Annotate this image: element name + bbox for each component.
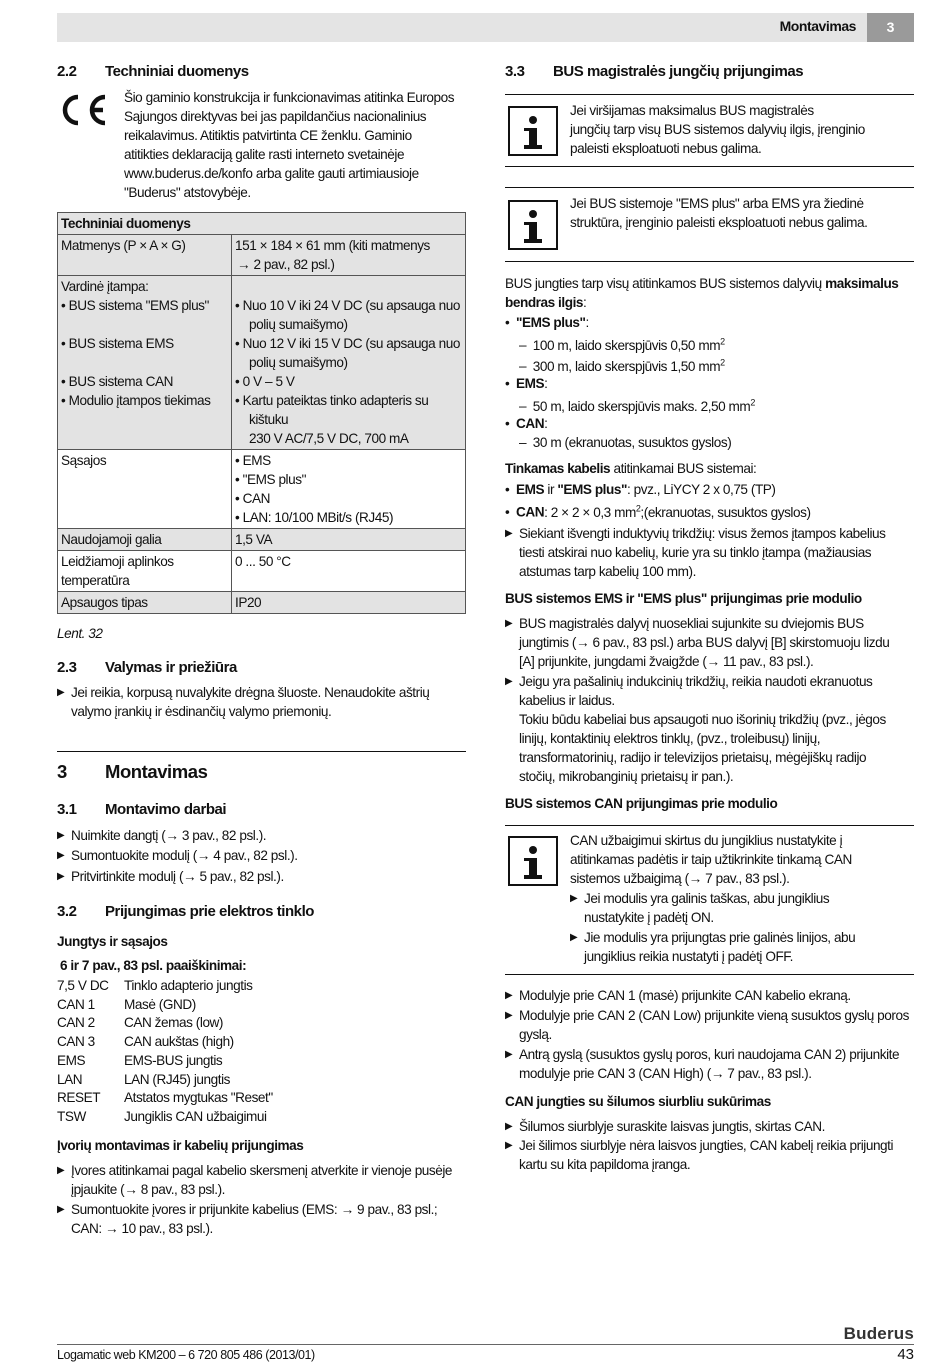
cell-line: 230 V AC/7,5 V DC, 700 mA — [249, 431, 409, 446]
text-line: tiesti atskirai nuo kabelių, kurie yra su tinklo įtampa (mažiausias — [519, 545, 872, 560]
cell-line: polių sumaišymo) — [249, 355, 348, 370]
list-subitem-text: 100 m, laido skerspjūvis 0,50 $mm^2$ — [532, 336, 725, 353]
cell-line: • CAN — [235, 491, 270, 506]
cell-text: BUS sistema "EMS plus" — [68, 298, 209, 313]
legend-item — [57, 1071, 273, 1090]
legend-key: TSW — [57, 1108, 86, 1124]
text-line: Jei BUS sistemoje "EMS plus" arba EMS yra žiedinė — [570, 196, 864, 211]
text-line: jungiklius reikia nustatyti į padėtį OFF. — [584, 949, 793, 964]
text-line: linijų, kontaktinių elektros tinklų, (pvz., troleibusų) linijų, — [519, 731, 821, 746]
text-run: EMS — [515, 482, 545, 497]
table-cell — [232, 235, 466, 276]
subheading-can: BUS sistemos CAN prijungimas prie modulio — [505, 796, 778, 811]
info-box-rule — [505, 94, 914, 95]
bullet-arrow-icon: ▶ — [57, 871, 65, 882]
cell-text: "EMS plus" — [242, 472, 306, 487]
list-subitem: – 300 m, laido skerspjūvis 1,50 $mm^2$ — [519, 357, 725, 374]
text-line: www.buderus.de/konfo arba galite gauti artimiausioje — [124, 166, 419, 181]
max-length-list — [505, 313, 755, 452]
table-cell: Sąsajos — [58, 450, 232, 529]
table-row — [58, 235, 466, 276]
text-line: nustatykite į padėtį ON. — [584, 910, 714, 925]
list-subitem: – 100 m, laido skerspjūvis 0,50 $mm^2$ — [519, 336, 725, 353]
bullet-arrow-icon: ▶ — [505, 618, 513, 629]
mount-bullet — [57, 846, 298, 865]
text-line: CAN užbaigimui skirtus du jungiklius nustatykite į — [570, 833, 843, 848]
page-number: 43 — [897, 1346, 914, 1363]
text-run: maksimalus — [825, 276, 899, 291]
cell-line: • 0 V – 5 V — [235, 374, 295, 389]
section-divider — [57, 751, 466, 752]
text-line: Jie modulis yra prijungtas prie galinės linijos, abu — [584, 930, 856, 945]
heading-3-2 — [57, 903, 314, 920]
bullet-arrow-icon: ▶ — [57, 850, 65, 861]
text-run: atitinkamai BUS sistemai: — [610, 461, 757, 476]
heading-title: Valymas ir priežiūra — [105, 659, 237, 676]
heading-2-3 — [57, 659, 237, 676]
list-subitem: – 50 m, laido skerspjūvis maks. 2,50 $mm^2$ — [519, 397, 755, 414]
cell-line: • BUS sistema EMS — [61, 336, 174, 351]
legend-item — [57, 977, 273, 996]
text-line: Modulyje prie CAN 1 (masė) prijunkite CAN kabelio ekraną. — [519, 988, 851, 1003]
legend-key: CAN 2 — [57, 1015, 95, 1031]
table-header: Techniniai duomenys — [58, 213, 466, 235]
page-header — [57, 13, 914, 42]
ce-mark-icon — [57, 92, 109, 128]
legend-key: CAN 3 — [57, 1034, 95, 1050]
bullet-arrow-icon: ▶ — [505, 528, 513, 539]
text-line: Jei viršijamas maksimalus BUS magistralės — [570, 103, 814, 118]
table-cell — [232, 450, 466, 529]
text-run: CAN — [515, 504, 545, 520]
cell-line: • BUS sistema "EMS plus" — [61, 298, 209, 313]
header-section-number: 3 — [867, 13, 914, 42]
bullet-arrow-icon: ▶ — [570, 932, 578, 943]
info-icon — [508, 836, 558, 886]
cell-line: • Nuo 10 V iki 24 V DC (su apsauga nuo — [235, 298, 460, 313]
can-bullet — [505, 1006, 909, 1044]
cell-text: 0 V – 5 V — [242, 374, 295, 389]
cell-text: BUS sistema EMS — [68, 336, 174, 351]
heading-title: Prijungimas prie elektros tinklo — [105, 903, 314, 920]
ems-bullet — [505, 672, 886, 786]
legend-key: EMS — [57, 1052, 86, 1068]
heading-title: BUS magistralės jungčių prijungimas — [553, 63, 804, 80]
cell-line: • Nuo 12 V iki 15 V DC (su apsauga nuo — [235, 336, 460, 351]
text-run: : pvz., LiYCY 2 x 0,75 (TP) — [626, 482, 776, 497]
text-line: reikalavimus. Atitiktis patvirtinta CE ženklu. Gaminio — [124, 128, 412, 143]
text-line: Jei šilimos siurblyje nėra laisvos jungties, CAN kabelį reikia prijungti — [519, 1138, 894, 1153]
info-box-rule — [505, 166, 914, 167]
footer-doc-id: Logamatic web KM200 – 6 720 805 486 (2013/01) — [57, 1348, 315, 1362]
info-icon — [508, 200, 558, 250]
text-line: Jei reikia, korpusą nuvalykite drėgna šluoste. Nenaudokite aštrių — [71, 685, 430, 700]
text-line: jungtimis (→ 6 pav., 83 psl.) arba BUS dalyvį [B] skirstomuoju lizdu — [519, 635, 890, 650]
table-cell: 0 ... 50 °C — [232, 551, 466, 592]
legend-item — [57, 996, 273, 1015]
cell-line: kištuku — [249, 412, 289, 427]
list-subitem-text: 50 m, laido skerspjūvis maks. 2,50 $mm^2$ — [532, 397, 755, 414]
list-item-name: CAN — [515, 416, 545, 431]
text-line: Sumontuokite modulį (→ 4 pav., 82 psl.). — [71, 848, 298, 863]
text-line: "Buderus" atstovybėje. — [124, 185, 251, 200]
legend-item — [57, 1014, 273, 1033]
text-line: Sumontuokite įvores ir prijunkite kabelius (EMS: → 9 pav., 83 psl.; — [71, 1202, 438, 1217]
heading-number: 3.3 — [505, 63, 525, 80]
legend-key: 7,5 V DC — [57, 978, 109, 993]
table-cell — [232, 276, 466, 450]
list-item-name: EMS — [515, 376, 545, 391]
max-length-intro — [505, 274, 917, 312]
subheading-ems: BUS sistemos EMS ir "EMS plus" prijungimas prie modulio — [505, 591, 862, 606]
table-cell: Naudojamoji galia — [58, 529, 232, 551]
list-item: • "EMS plus": — [505, 315, 589, 330]
legend-value: LAN (RJ45) jungtis — [124, 1071, 230, 1087]
text-line: Modulyje prie CAN 2 (CAN Low) prijunkite vieną susuktos gyslų poros — [519, 1008, 909, 1023]
table-cell — [58, 276, 232, 450]
cell-text: Modulio įtampos tiekimas — [68, 393, 211, 408]
heading-title: Montavimas — [105, 761, 208, 782]
table-cell: Apsaugos tipas — [58, 592, 232, 614]
text-line: transformatorinių, radijo ir televizijos prietaisų, mėgėjiškų radijo — [519, 750, 867, 765]
legend-value: CAN aukštas (high) — [124, 1034, 234, 1050]
can-bullet — [505, 986, 851, 1005]
mount-bullet — [57, 867, 284, 886]
legend-key: LAN — [57, 1071, 83, 1087]
cable-intro — [505, 459, 756, 478]
heading-number: 3.1 — [57, 801, 77, 818]
list-item: • CAN: 2 × 2 × 0,3 $mm^2;(ekranuotas$, susuktos gyslos) — [505, 503, 811, 520]
list-item: • CAN: — [505, 416, 548, 431]
can-bullet — [505, 1045, 899, 1083]
induction-bullet — [505, 524, 886, 581]
legend-list — [57, 977, 273, 1127]
table-cell — [58, 551, 232, 592]
table-row — [58, 529, 466, 551]
cell-line: • EMS — [235, 453, 271, 468]
heading-title: Techniniai duomenys — [105, 63, 249, 80]
list-item: • EMS: — [505, 376, 548, 391]
heading-title: Montavimo darbai — [105, 801, 227, 818]
bullet-arrow-icon: ▶ — [57, 830, 65, 841]
table-cell: IP20 — [232, 592, 466, 614]
heading-2-2 — [57, 63, 249, 80]
text-line: sistemos užbaigimą (→ 7 pav., 83 psl.). — [570, 871, 790, 886]
legend-value: Atstatos mygtukas "Reset" — [124, 1090, 273, 1106]
text-run: : — [583, 295, 587, 310]
text-line: Įvores atitinkamai pagal kabelio skersmenį atverkite ir vienoje pusėje — [71, 1163, 453, 1178]
heading-number: 3 — [57, 761, 67, 782]
text-line: atstumas tarp kabelių 100 mm). — [519, 564, 696, 579]
header-section-title: Montavimas — [779, 18, 856, 34]
bullet-arrow-icon: ▶ — [505, 1121, 513, 1132]
list-subitem: – 30 m (ekranuotas, susuktos gyslos) — [519, 435, 732, 450]
ce-paragraph — [124, 88, 454, 202]
bullet-arrow-icon: ▶ — [505, 1140, 513, 1151]
cell-line: → 2 pav., 82 psl.) — [237, 257, 335, 272]
subheading-connections: Jungtys ir sąsajos — [57, 934, 168, 949]
legend-item — [57, 1108, 273, 1127]
text-run: ir — [544, 482, 558, 497]
legend-item — [57, 1033, 273, 1052]
info-note-2 — [570, 194, 867, 232]
legend-value: Tinklo adapterio jungtis — [124, 978, 253, 993]
legend-key: RESET — [57, 1090, 101, 1106]
list-item: • EMS ir "EMS plus": pvz., LiYCY 2 x 0,75 (TP) — [505, 482, 776, 497]
table-cell: Matmenys (P × A × G) — [58, 235, 232, 276]
legend-item — [57, 1089, 273, 1108]
text-line: Tokiu būdu kabeliai bus apsaugoti nuo išorinių trikdžių (pvz., jėgos — [519, 712, 886, 727]
info-box-rule — [505, 261, 914, 262]
cell-line: temperatūra — [61, 573, 130, 588]
info-note-bullet — [570, 928, 855, 966]
text-line: BUS magistralės dalyvį nuosekliai sujunkite su dviejomis BUS — [519, 616, 864, 631]
text-run: Tinkamas kabelis — [505, 461, 611, 476]
info-note-1 — [570, 101, 865, 158]
bullet-arrow-icon: ▶ — [57, 1165, 65, 1176]
text-run: "EMS plus" — [557, 482, 627, 497]
cell-line: • BUS sistema CAN — [61, 374, 173, 389]
text-line: atitinkamas padėtis ir taip užtikrinkite tinkamą CAN — [570, 852, 852, 867]
bullet-arrow-icon: ▶ — [505, 990, 513, 1001]
text-line: Šilumos siurblyje suraskite laisvas jungtis, skirtas CAN. — [519, 1119, 825, 1134]
text-line: struktūra, įrenginio paleisti eksploatuoti nebus galima. — [570, 215, 868, 230]
cell-text: EMS — [242, 453, 271, 468]
text-line: stočių, mikrobanginių prietaisų ir pan.). — [519, 769, 734, 784]
info-box-rule — [505, 825, 914, 826]
ems-bullet — [505, 614, 889, 671]
heat-pump-bullet — [505, 1117, 825, 1136]
legend-value: EMS-BUS jungtis — [124, 1052, 223, 1068]
text-line: gyslą. — [519, 1027, 552, 1042]
cell-line: polių sumaišymo) — [249, 317, 348, 332]
cell-text: Kartu pateiktas tinko adapteris su — [242, 393, 429, 408]
text-line: jungčių tarp visų BUS sistemos dalyvių ilgis, įrenginio — [570, 122, 865, 137]
text-line: Siekiant išvengti induktyvių trikdžių: visus žemos įtampos kabelius — [519, 526, 886, 541]
text-line: [A] prijunkite, jungdami žvaigžde (→ 11 pav., 83 psl.). — [519, 654, 814, 669]
cable-list — [505, 480, 811, 522]
legend-value: CAN žemas (low) — [124, 1015, 223, 1031]
bullet-arrow-icon: ▶ — [57, 687, 65, 698]
text-line: Antrą gyslą (susuktos gyslų poros, kuri naudojama CAN 2) prijunkite — [519, 1047, 900, 1062]
info-note-bullet — [570, 889, 829, 927]
bushing-bullet — [57, 1200, 437, 1238]
text-line: kabelius ir laidus. — [519, 693, 615, 708]
text-run: bendras ilgis — [505, 295, 584, 310]
cell-text: CAN — [242, 491, 270, 506]
table-row — [58, 276, 466, 450]
table-row — [58, 592, 466, 614]
legend-key: CAN 1 — [57, 996, 95, 1012]
cell-line: • Modulio įtampos tiekimas — [61, 393, 211, 408]
text-line: Nuimkite dangtį (→ 3 pav., 82 psl.). — [71, 828, 267, 843]
table-row — [58, 551, 466, 592]
cell-line: Leidžiamoji aplinkos — [61, 554, 174, 569]
buderus-logo: Buderus — [843, 1324, 914, 1343]
text-line: modulyje prie CAN 3 (CAN High) (→ 7 pav., 83 psl.). — [519, 1066, 812, 1081]
text-line: Šio gaminio konstrukcija ir funkcionavimas atitinka Europos — [124, 90, 455, 105]
subheading-heat-pump: CAN jungties su šilumos siurbliu sukūrimas — [505, 1094, 771, 1109]
info-note-3 — [570, 831, 852, 888]
text-line: Pritvirtinkite modulį (→ 5 pav., 82 psl.). — [71, 869, 284, 884]
tech-data-table — [57, 212, 466, 614]
heading-3-1 — [57, 801, 226, 818]
cell-text: BUS sistema CAN — [68, 374, 173, 389]
text-run: BUS jungties tarp visų atitinkamos BUS sistemos dalyvių — [505, 276, 826, 291]
text-line: atitikties deklaraciją galite rasti interneto svetainėje — [124, 147, 405, 162]
heading-number: 2.3 — [57, 659, 77, 676]
text-run: : 2 × 2 × 0,3 $mm^2;(ekranuotas$, susuktos gyslos) — [544, 503, 811, 520]
list-subitem-text: 300 m, laido skerspjūvis 1,50 $mm^2$ — [532, 357, 725, 374]
table-row — [58, 450, 466, 529]
list-subitem-text: 30 m (ekranuotas, susuktos gyslos) — [532, 435, 732, 450]
heading-number: 2.2 — [57, 63, 77, 80]
mount-bullet — [57, 826, 266, 845]
table-caption: Lent. 32 — [57, 626, 103, 641]
legend-value: Jungiklis CAN užbaigimui — [124, 1108, 267, 1124]
cleaning-bullet — [57, 683, 429, 721]
legend-title: 6 ir 7 pav., 83 psl. paaiškinimai: — [60, 958, 247, 973]
cell-text: LAN: 10/100 MBit/s (RJ45) — [242, 510, 394, 525]
text-line: Jei modulis yra galinis taškas, abu jungiklius — [584, 891, 830, 906]
bullet-arrow-icon: ▶ — [57, 1204, 65, 1215]
cell-text: Nuo 12 V iki 15 V DC (su apsauga nuo — [242, 336, 460, 351]
text-line: paleisti eksploatuoti nebus galima. — [570, 141, 762, 156]
heading-number: 3.2 — [57, 903, 77, 920]
bullet-arrow-icon: ▶ — [505, 676, 513, 687]
list-item-name: "EMS plus" — [515, 315, 586, 330]
table-cell: 1,5 VA — [232, 529, 466, 551]
legend-item — [57, 1052, 273, 1071]
text-line: CAN: → 10 pav., 83 psl.). — [71, 1221, 213, 1236]
cell-line: Vardinė įtampa: — [61, 279, 149, 294]
cell-line: 151 × 184 × 61 mm (kiti matmenys — [235, 238, 430, 253]
text-line: Sąjungos direktyvas bei jas papildančius nacionalinius — [124, 109, 427, 124]
heading-3-3 — [505, 63, 803, 80]
bushing-bullet — [57, 1161, 452, 1199]
legend-value: Masė (GND) — [124, 996, 196, 1012]
cell-line: • Kartu pateiktas tinko adapteris su — [235, 393, 429, 408]
text-line: valymo įrankių ir ėsdinančių valymo priemonių. — [71, 704, 332, 719]
cell-text: Nuo 10 V iki 24 V DC (su apsauga nuo — [242, 298, 460, 313]
footer-rule — [57, 1344, 914, 1345]
text-line: kartu su kita papildoma įranga. — [519, 1157, 691, 1172]
cell-line: • "EMS plus" — [235, 472, 306, 487]
info-icon — [508, 106, 558, 156]
bullet-arrow-icon: ▶ — [505, 1010, 513, 1021]
info-box-rule — [505, 974, 914, 975]
text-line: įpjaukite (→ 8 pav., 83 psl.). — [71, 1182, 225, 1197]
subheading-bushings: Įvorių montavimas ir kabelių prijungimas — [57, 1138, 304, 1153]
text-line: Jeigu yra pašalinių indukcinių trikdžių, reikia naudoti ekranuotus — [519, 674, 873, 689]
info-box-rule — [505, 187, 914, 188]
heading-3 — [57, 761, 207, 783]
bullet-arrow-icon: ▶ — [570, 893, 578, 904]
bullet-arrow-icon: ▶ — [505, 1049, 513, 1060]
cell-line: • LAN: 10/100 MBit/s (RJ45) — [235, 510, 394, 525]
heat-pump-bullet — [505, 1136, 893, 1174]
